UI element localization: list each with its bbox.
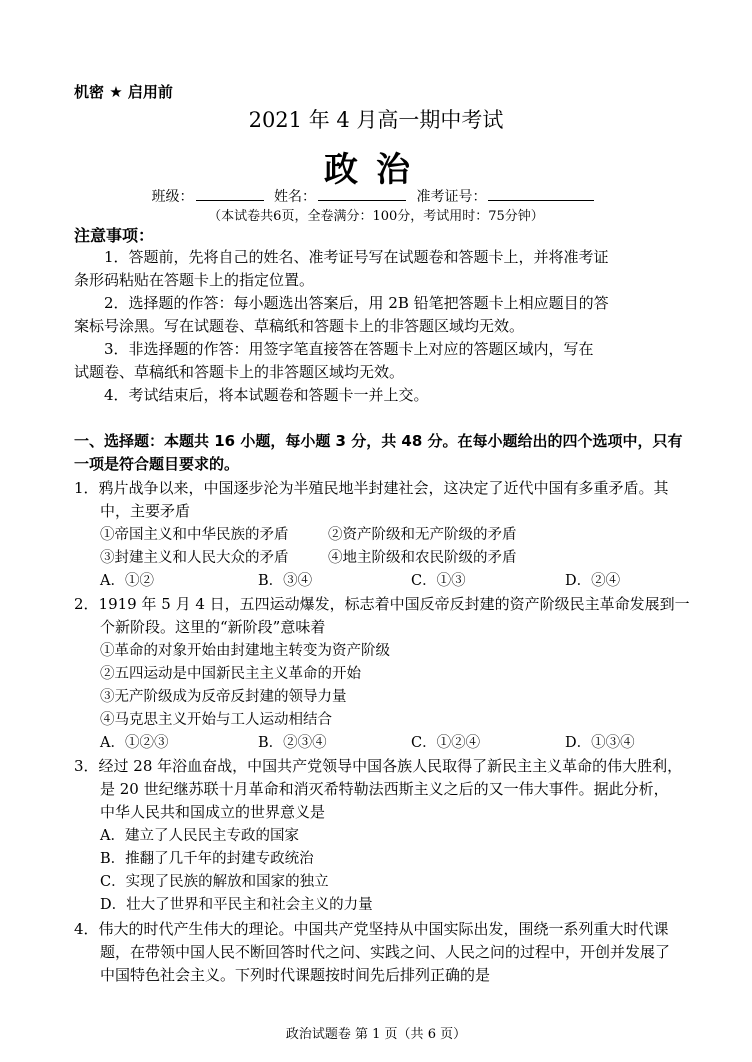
class-label: 班级： <box>151 189 194 205</box>
ticket-blank[interactable] <box>488 187 594 201</box>
question-2-item: ①革命的对象开始由封建地主转变为资产阶级 <box>100 643 390 659</box>
notice-line: 3．非选择题的作答：用签字笔直接答在答题卡上对应的答题区域内，写在 <box>104 340 594 358</box>
question-3-stem: 中华人民共和国成立的世界意义是 <box>100 803 326 821</box>
question-2-stem: 2．1919 年 5 月 4 日，五四运动爆发，标志着中国反帝反封建的资产阶级民主革命发展到一 <box>74 595 690 613</box>
question-2-option[interactable]: D．①③④ <box>565 735 635 751</box>
question-1-item: ④地主阶级和农民阶级的矛盾 <box>328 550 517 566</box>
exam-title: 2021 年 4 月高一期中考试 <box>248 108 504 132</box>
question-2-item: ②五四运动是中国新民主主义革命的开始 <box>100 666 361 682</box>
question-4-stem: 题，在带领中国人民不断回答时代之问、实践之问、人民之问的过程中，开创并发展了 <box>100 943 671 961</box>
notice-line: 1．答题前，先将自己的姓名、准考证号写在试题卷和答题卡上，并将准考证 <box>104 248 609 266</box>
question-4-stem: 4．伟大的时代产生伟大的理论。中国共产党坚持从中国实际出发，围绕一系列重大时代课 <box>74 920 669 938</box>
question-3-option[interactable]: A．建立了人民民主专政的国家 <box>100 828 299 844</box>
question-1-item: ①帝国主义和中华民族的矛盾 <box>100 527 289 543</box>
question-1-option[interactable]: C．①③ <box>411 573 466 589</box>
notice-line: 试题卷、草稿纸和答题卡上的非答题区域均无效。 <box>74 363 405 381</box>
notice-heading: 注意事项： <box>74 226 155 245</box>
subject-title: 政治 <box>324 150 428 190</box>
question-1-option[interactable]: A．①② <box>100 573 154 589</box>
question-1-stem: 1．鸦片战争以来，中国逐步沦为半殖民地半封建社会，这决定了近代中国有多重矛盾。其 <box>74 479 669 497</box>
question-2-stem: 个新阶段。这里的“新阶段”意味着 <box>100 618 326 636</box>
question-2-item: ④马克思主义开始与工人运动相结合 <box>100 712 332 728</box>
exam-meta: （本试卷共6页，全卷满分：100分，考试用时：75分钟） <box>208 209 544 224</box>
question-2-option[interactable]: C．①②④ <box>411 735 481 751</box>
section-heading: 一、选择题：本题共 16 小题，每小题 3 分，共 48 分。在每小题给出的四个选项中，只有 <box>74 432 683 450</box>
candidate-info-row <box>0 186 752 206</box>
question-1-item: ②资产阶级和无产阶级的矛盾 <box>328 527 517 543</box>
class-blank[interactable] <box>196 187 264 201</box>
question-2-option[interactable]: A．①②③ <box>100 735 169 751</box>
ticket-label: 准考证号： <box>416 189 487 205</box>
question-3-stem: 是 20 世纪继苏联十月革命和消灭希特勒法西斯主义之后的又一伟大事件。据此分析， <box>100 780 669 798</box>
question-4-stem: 中国特色社会主义。下列时代课题按时间先后排列正确的是 <box>100 966 491 984</box>
page-footer: 政治试题卷 第 1 页（共 6 页） <box>285 1027 467 1042</box>
notice-line: 案标号涂黑。写在试题卷、草稿纸和答题卡上的非答题区域均无效。 <box>74 317 525 335</box>
question-2-option[interactable]: B．②③④ <box>258 735 327 751</box>
question-1-stem: 中，主要矛盾 <box>100 502 191 520</box>
question-1-option[interactable]: D．②④ <box>565 573 621 589</box>
question-3-option[interactable]: C．实现了民族的解放和国家的独立 <box>100 874 329 890</box>
name-blank[interactable] <box>318 187 406 201</box>
notice-line: 4．考试结束后，将本试题卷和答题卡一并上交。 <box>104 386 429 404</box>
question-2-item: ③无产阶级成为反帝反封建的领导力量 <box>100 689 347 705</box>
notice-line: 2．选择题的作答：每小题选出答案后，用 2B 铅笔把答题卡上相应题目的答 <box>104 294 609 312</box>
notice-line: 条形码粘贴在答题卡上的指定位置。 <box>74 271 315 289</box>
name-label: 姓名： <box>274 189 316 205</box>
question-3-option[interactable]: D．壮大了世界和平民主和社会主义的力量 <box>100 897 373 913</box>
question-3-option[interactable]: B．推翻了几千年的封建专政统治 <box>100 851 314 867</box>
question-1-option[interactable]: B．③④ <box>258 573 313 589</box>
question-3-stem: 3．经过 28 年浴血奋战，中国共产党领导中国各族人民取得了新民主主义革命的伟大胜利， <box>74 757 683 775</box>
section-heading: 一项是符合题目要求的。 <box>74 455 240 473</box>
question-1-item: ③封建主义和人民大众的矛盾 <box>100 550 289 566</box>
confidential-mark: 机密 ★ 启用前 <box>74 83 173 101</box>
